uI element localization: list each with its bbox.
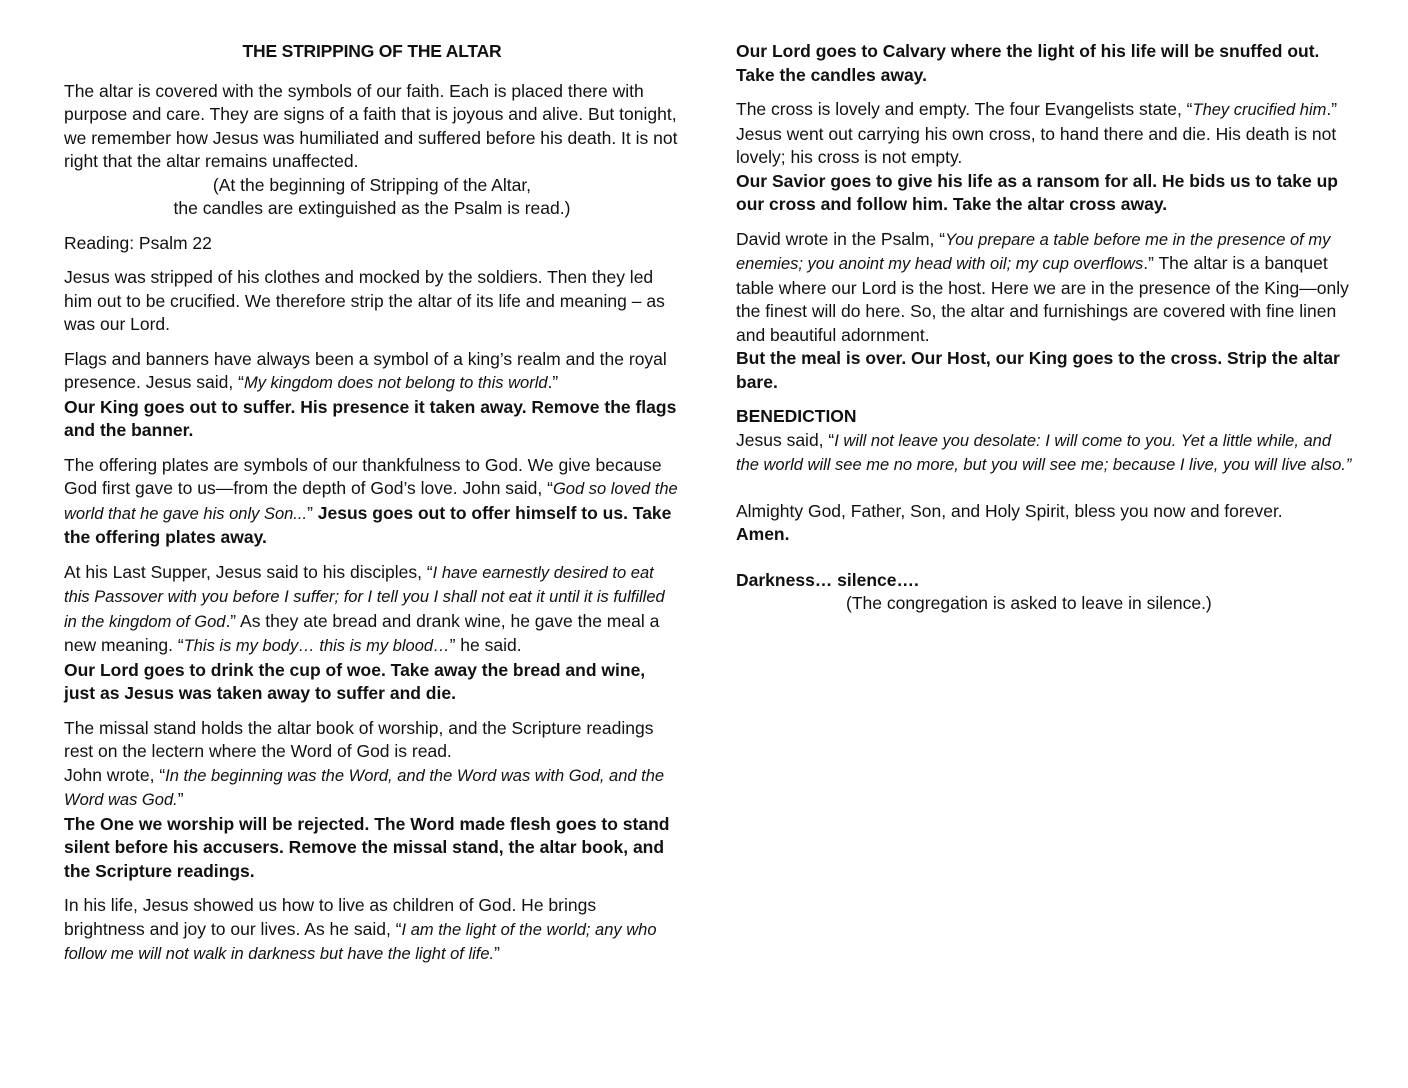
cross-text-end: .” Jesus went out carrying his own cross, to hand there and die. His death is not lovely; his cross is not empty. xyxy=(736,99,1338,167)
missal-text: The missal stand holds the altar book of worship, and the Scripture readings rest on the lectern where the Word of God is read. xyxy=(64,717,654,761)
intro-note xyxy=(64,174,680,221)
offering-quote: God so loved the world that he gave his only Son... xyxy=(64,480,678,523)
benediction-text: Jesus said, “ xyxy=(736,429,835,450)
cross-quote: They crucified him xyxy=(1192,101,1327,119)
intro-paragraph xyxy=(64,80,680,174)
right-column xyxy=(736,40,1352,616)
missal-quote: In the beginning was the Word, and the Word was with God, and the Word was God. xyxy=(64,766,665,809)
offering-text-end: ” xyxy=(307,502,318,523)
intro-note-line2: the candles are extinguished as the Psalm is read.) xyxy=(173,198,571,218)
cross-bold: Our Savior goes to give his life as a ransom for all. He bids us to take up our cross and follow him. Take the altar cross away. xyxy=(736,170,1338,214)
missal-paragraph xyxy=(64,717,680,884)
cross-paragraph xyxy=(736,98,1352,217)
light-text-end: ” xyxy=(494,943,500,963)
flags-bold: Our King goes out to suffer. His presence it taken away. Remove the flags and the banner. xyxy=(64,396,677,440)
light-quote: I am the light of the world; any who follow me will not walk in darkness but have the light of life. xyxy=(64,920,657,963)
supper-text: At his Last Supper, Jesus said to his disciples, “ xyxy=(64,561,433,582)
table-paragraph xyxy=(736,228,1352,395)
missal-john: John wrote, “ xyxy=(64,764,166,785)
missal-text-end: ” xyxy=(177,789,184,809)
flags-quote: My kingdom does not belong to this world xyxy=(243,374,548,392)
table-text: David wrote in the Psalm, “ xyxy=(736,228,946,249)
benediction-quote: I will not leave you desolate: I will come to you. Yet a little while, and the world will see me no more, but you will see me; because I live, you will live also. xyxy=(736,431,1346,474)
darkness-note: (The congregation is asked to leave in silence.) xyxy=(846,593,1212,613)
offering-text: The offering plates are symbols of our thankfulness to God. We give because God first gave to us—from the depth of God’s love. John said, “ xyxy=(64,454,662,498)
table-quote: You prepare a table before me in the presence of my enemies; you anoint my head with oil; my cup overflows xyxy=(736,230,1331,273)
supper-paragraph xyxy=(64,561,680,706)
page-title: THE STRIPPING OF THE ALTAR xyxy=(242,41,502,61)
intro-note-line1: (At the beginning of Stripping of the Altar, xyxy=(212,174,532,195)
left-column xyxy=(64,40,680,978)
benediction-amen: Amen. xyxy=(736,524,790,544)
calvary-bold: Our Lord goes to Calvary where the light of his life will be snuffed out. Take the candles away. xyxy=(736,41,1320,85)
flags-text: Flags and banners have always been a symbol of a king’s realm and the royal presence. Jesus said, “ xyxy=(64,348,667,392)
light-paragraph xyxy=(64,894,680,967)
table-bold: But the meal is over. Our Host, our King goes to the cross. Strip the altar bare. xyxy=(736,348,1340,392)
intro-text: The altar is covered with the symbols of our faith. Each is placed there with purpose and care. They are signs of a faith that is joyous and alive. But tonight, we remember how Jesus was humiliated and suffered before his death. It is not right that the altar remains unaffected. xyxy=(64,80,678,171)
supper-text-mid: .” As they ate bread and drank wine, he gave the meal a new meaning. “ xyxy=(64,610,660,655)
supper-text-end: ” he said. xyxy=(449,635,522,655)
flags-paragraph xyxy=(64,348,680,443)
missal-bold: The One we worship will be rejected. The Word made flesh goes to stand silent before his accusers. Remove the missal stand, the altar book, and the Scripture readings. xyxy=(64,813,670,881)
offering-paragraph xyxy=(64,454,680,550)
stripped-paragraph: Jesus was stripped of his clothes and mocked by the soldiers. Then they led him out to be crucified. We therefore strip the altar of its life and meaning – as was our Lord. xyxy=(64,267,665,334)
reading-line: Reading: Psalm 22 xyxy=(64,232,212,253)
benediction-blessing: Almighty God, Father, Son, and Holy Spirit, bless you now and forever. xyxy=(736,500,1283,521)
flags-text-end: .” xyxy=(547,372,559,392)
cross-text: The cross is lovely and empty. The four Evangelists state, “ xyxy=(736,99,1193,119)
supper-quote2: This is my body… this is my blood… xyxy=(183,637,450,655)
table-text-end: .” The altar is a banquet table where our Lord is the host. Here we are in the presence of the King—only the finest will do here. So, the altar and furnishings are covered with fine linen and beautiful adornment. xyxy=(736,253,1349,345)
supper-bold: Our Lord goes to drink the cup of woe. Take away the bread and wine, just as Jesus was taken away to suffer and die. xyxy=(64,659,646,703)
light-text: In his life, Jesus showed us how to live as children of God. He brings brightness and joy to our lives. As he said, “ xyxy=(64,895,597,939)
darkness-line: Darkness… silence…. xyxy=(736,569,919,590)
benediction-section xyxy=(736,405,1352,616)
offering-bold: Jesus goes out to offer himself to us. Take the offering plates away. xyxy=(64,502,672,547)
benediction-heading: BENEDICTION xyxy=(736,406,857,426)
supper-quote1: I have earnestly desired to eat this Passover with you before I suffer; for I tell you I shall not eat it until it is fulfilled in the kingdom of God xyxy=(64,563,665,631)
benediction-quote-line xyxy=(736,429,1352,478)
benediction-text-end: ” xyxy=(1345,456,1352,474)
